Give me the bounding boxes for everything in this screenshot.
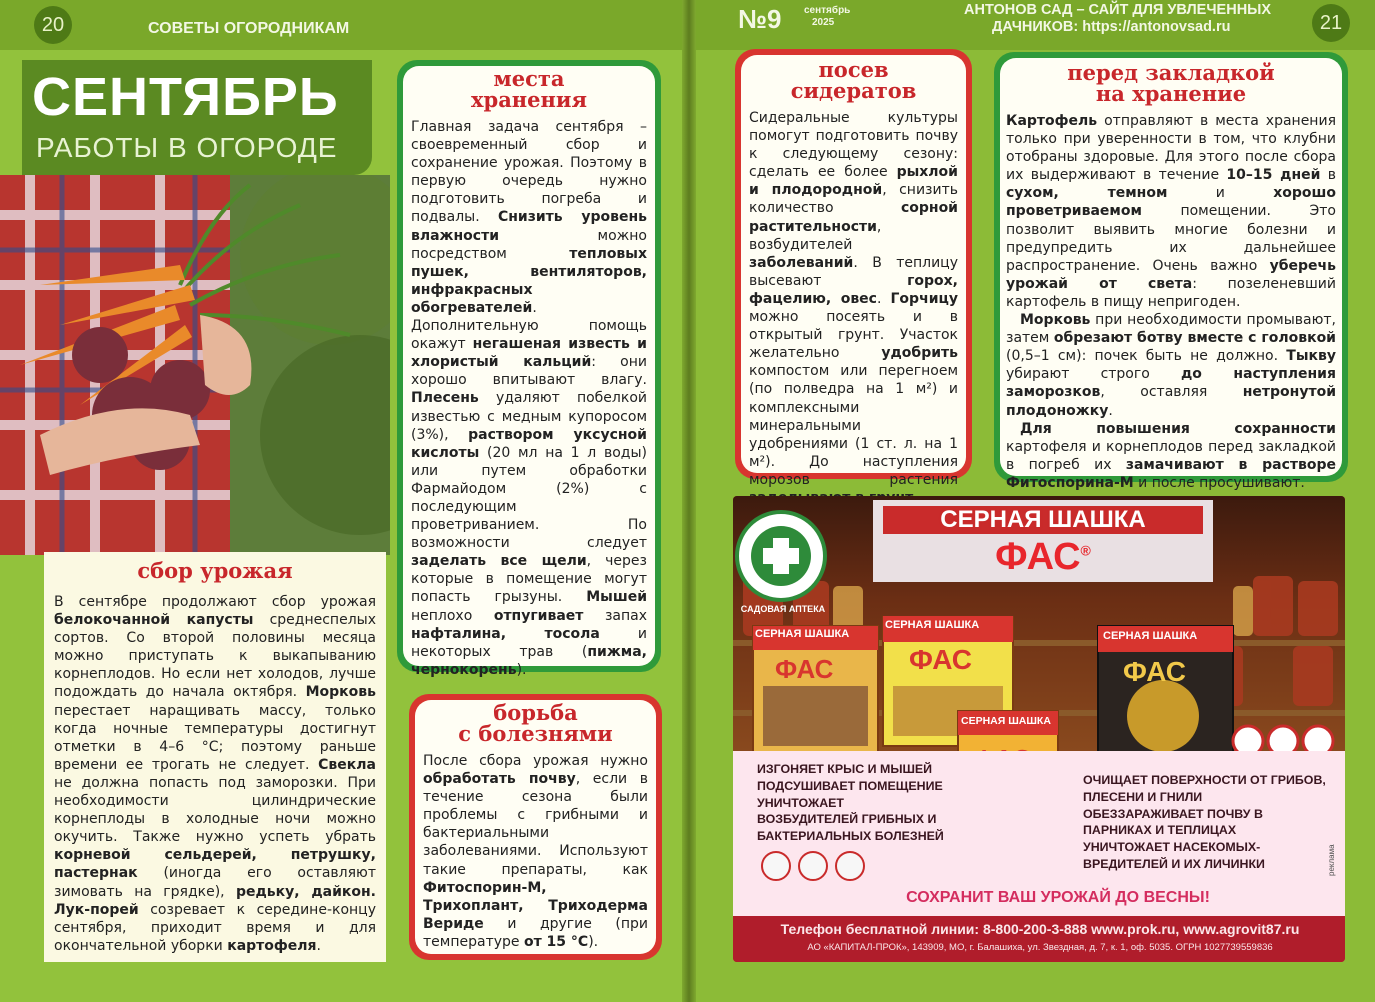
before-storage-paragraph: Картофель отправляют в места хранения только при уверенности в том, что клубни отобраны здоровые. Для этого после сбора их выдерживают в течение 10–15 дней в сухом, темном и хорошо проветриваемом помещении. Это позволит выявить многие болезни и предупредить их дальнейшее распространение. Очень важно уберечь урожай от света: позеленевший картофель в пищу непригоден. [1006, 113, 1337, 310]
harvest-photo [0, 175, 390, 555]
storage-title-line2: хранения [470, 87, 587, 112]
bold-run: отпугивает [493, 607, 584, 624]
issue-number: №9 [738, 4, 782, 34]
bold-run: редьку, дайкон. Лук-порей [54, 883, 376, 918]
ad-bullet: УНИЧТОЖАЕТ НАСЕКОМЫХ-ВРЕДИТЕЛЕЙ И ИХ ЛИЧИНКИ [1083, 840, 1265, 871]
bold-run: корневой сельдерей, петрушку, пастернак [54, 847, 376, 882]
section-header: СОВЕТЫ ОГОРОДНИКАМ [148, 20, 350, 37]
bold-run: нетронутой плодоножку [1006, 384, 1336, 419]
sowing-text: Сидеральные культуры помогут подготовить почву к следующему сезону: сделать ее более рыхлой и плодородной, снизить количество сорной растительности, возбудителей заболеваний. В теплицу высевают горох, фацелию, овес. Горчицу можно посеять и в открытый грунт. Участок желательно удобрить компостом или перегноем (по полведра на 1 м²) и комплексными минеральными удобрениями (1 ст. л. на 1 м²). До наступления морозов растения [741, 109, 966, 507]
ad-bullet: ПОДСУШИВАЕТ ПОМЕЩЕНИЕ [757, 778, 943, 793]
bold-run: обработать почву [423, 771, 576, 788]
bold-run: негашеная известь и хлористый кальций [411, 336, 647, 371]
bold-run: рыхлой и плодородной [749, 164, 958, 199]
disease-card [415, 700, 656, 954]
harvest-card [44, 552, 386, 962]
harvest-text: В сентябре продолжают сбор урожая белокочанной капусты среднеспелых сортов. Со второй половины месяца можно приступать к выкапыванию корнеплодов. Но если нет холодов, лучше подождать до начала октября. Морковь перестает наращивать массу, только когда ночные температуры достигнут отметки в 4–6 °C; поэтому раньше времени ее трогать не следует. Свекла не должна попасть под заморозки. При необходимости цилиндрические корнеплоды в холодные ночи можно окучить. Также нужно успеть убрать корневой сельдерей, петрушку, пастернак (иногда его оставляют зимовать на грядке), редьку, дайкон. Лук-порей созревает к середине-концу сентября, приходит время и для окончательной уборки картофеля. [54, 594, 376, 954]
sowing-title-line2: сидератов [790, 78, 917, 103]
disease-title-line1: борьба [493, 700, 578, 725]
bold-run: удобрить [881, 345, 958, 362]
bold-run: картофеля [227, 937, 317, 954]
bold-run: Для повышения сохранности [1020, 420, 1336, 437]
pack-brand: ФАС [909, 644, 972, 675]
ad-bullet: ИЗГОНЯЕТ КРЫС И МЫШЕЙ [757, 762, 933, 776]
left-page-header [0, 0, 688, 50]
ad-badge-label: САДОВАЯ АПТЕКА [740, 604, 826, 614]
spine [682, 0, 696, 1002]
ad-mark: реклама [1327, 844, 1336, 876]
bacteria-icon [835, 851, 865, 881]
issue-year: 2025 [812, 17, 835, 28]
site-line1: АНТОНОВ САД – САЙТ ДЛЯ УВЛЕЧЕННЫХ [964, 2, 1272, 18]
rodent-icon [761, 851, 791, 881]
bold-run: Плесень [411, 390, 479, 407]
before-storage-card [1000, 58, 1342, 491]
bold-run: пижма, чернокорень [411, 643, 647, 678]
bold-run: Снизить уровень влажности [411, 209, 647, 244]
bold-run: нафталина, тосола [411, 625, 600, 642]
harvest-title: сбор урожая [137, 558, 293, 583]
bold-run: Горчицу [890, 290, 958, 307]
ad-bullets-right [1083, 772, 1333, 873]
pack-label: СЕРНАЯ ШАШКА [961, 715, 1051, 727]
bold-run: Мышей [586, 589, 647, 606]
ad-phone-line: Телефон бесплатной линии: 8-800-200-3-888 www.prok.ru, www.agrovit87.ru [780, 921, 1300, 937]
before-storage-title-line1: перед закладкой [1067, 60, 1275, 85]
pack-brand: ФАС [775, 654, 834, 684]
bold-run: уберечь урожай от света [1006, 257, 1336, 292]
ad-footer [733, 916, 1345, 962]
bold-run: раствором уксусной кислоты [411, 426, 647, 461]
sowing-title-line1: посев [818, 57, 889, 82]
pack-label: СЕРНАЯ ШАШКА [885, 619, 980, 631]
before-storage-paragraph: Для повышения сохранности картофеля и корнеплодов перед закладкой в погреб их замачивают в растворе Фитоспорина-М и после просушивают. [1006, 420, 1336, 491]
bold-run: заделать все щели [411, 553, 587, 570]
storage-title-line1: места [493, 66, 565, 91]
bold-run: Морковь [1020, 312, 1091, 329]
ad-garden-pharmacy-badge [735, 510, 827, 602]
advertisement [733, 496, 1345, 962]
right-page-header [688, 0, 1375, 50]
ad-slogan: СОХРАНИТ ВАШ УРОЖАЙ ДО ВЕСНЫ! [906, 889, 1210, 906]
ad-title: СЕРНАЯ ШАШКА [883, 506, 1203, 534]
bold-run: Свекла [318, 756, 376, 773]
photo-vegetables-illustration [0, 175, 390, 555]
pack-brand: ФАС [1123, 656, 1186, 687]
bold-run: Картофель [1006, 113, 1098, 129]
bold-run: горох, фацелию, овес [749, 272, 958, 307]
storage-text: Главная задача сентября – своевременный сбор и сохранение урожая. Поэтому в первую очередь нужно подготовить погреба и подвалы. Снизить уровень влажности можно посредством тепловых пушек, вентиляторов, инфракрасных обогревателей. Дополнительную помощь окажут негашеная известь и хлористый кальций: они хорошо впитывают влагу. Плесень удаляют побелкой известью с медным купоросом (3%), раствором уксусной кислоты (20 мл на 1 л воды) или путем обработки Фармайодом (2%) с последующим проветриванием. По возможности следует заделать все щели, через которые в помещение могут попасть грызуны. Мышей неплохо отпугивает запах нафталина, тосола и некоторых трав (пижма, чернокорень). [411, 119, 647, 678]
sowing-card [741, 55, 966, 488]
bold-run: от 15 °C [523, 933, 589, 950]
page-subtitle: РАБОТЫ В ОГОРОДЕ [36, 132, 338, 163]
pack-label: СЕРНАЯ ШАШКА [755, 628, 850, 640]
disease-title-line2: с болезнями [458, 721, 613, 746]
title-block [22, 60, 372, 175]
ad-legal-line: АО «КАПИТАЛ-ПРОК», 143909, МО, г. Балашиха, ул. Звездная, д. 7, к. 1, оф. 5035. ОГРН 1027739559836 [807, 942, 1273, 953]
ad-bullets-left [757, 761, 947, 845]
bold-run: тепловых пушек, вентиляторов, инфракрасных обогревателей [411, 245, 647, 316]
ad-bullet: ОЧИЩАЕТ ПОВЕРХНОСТИ ОТ ГРИБОВ, ПЛЕСЕНИ И ГНИЛИ [1083, 773, 1326, 804]
issue-month: сентябрь [804, 5, 851, 16]
bold-run: сорной растительности [749, 200, 958, 235]
page-number-right: 21 [1312, 4, 1350, 42]
disease-text: После сбора урожая нужно обработать почву, если в течение сезона были проблемы с грибными и бактериальными заболеваниями. Используют такие препараты, как Фитоспорин-М, Трихоплант, Триходерма Вериде и другие (при температуре от 15 °C). [423, 753, 649, 950]
page-title: СЕНТЯБРЬ [32, 67, 339, 127]
ad-bullet: УНИЧТОЖАЕТ ВОЗБУДИТЕЛЕЙ ГРИБНЫХ И БАКТЕРИАЛЬНЫХ БОЛЕЗНЕЙ [757, 795, 944, 844]
page-number-left: 20 [34, 6, 72, 44]
mold-icon [798, 851, 828, 881]
bold-run: сухом, темном [1006, 185, 1168, 202]
bold-run: 10–15 дней [1226, 167, 1321, 184]
bold-run: Фитоспорин-М, Трихоплант, Триходерма Вериде [423, 879, 648, 932]
before-storage-text [1000, 112, 1342, 492]
before-storage-paragraph: Морковь при необходимости промывают, затем обрезают ботву вместе с головкой (0,5–1 см): почек быть не должно. Тыкву убирают строго до наступления заморозков, оставляя нетронутой плодоножку. [1006, 312, 1336, 419]
bold-run: обрезают ботву вместе с головкой [1053, 330, 1336, 347]
bold-run: хорошо проветриваемом [1006, 185, 1336, 220]
ad-reg-mark: ® [1080, 542, 1091, 559]
bold-run: белокочанной капусты [54, 612, 254, 629]
site-line2: ДАЧНИКОВ: https://antonovsad.ru [992, 19, 1231, 35]
ad-brand-name: ФАС [995, 536, 1081, 578]
bold-run: до наступления заморозков [1006, 366, 1336, 401]
bold-run: заболеваний [749, 254, 854, 271]
before-storage-title-line2: на хранение [1095, 81, 1247, 106]
bold-run: Морковь [305, 684, 376, 701]
pack-label: СЕРНАЯ ШАШКА [1103, 630, 1198, 642]
storage-card [403, 66, 655, 678]
ad-bullet: ОБЕЗЗАРАЖИВАЕТ ПОЧВУ В ПАРНИКАХ И ТЕПЛИЦАХ [1083, 806, 1263, 838]
ad-brand [873, 536, 1213, 579]
bold-run: Тыкву [1286, 348, 1336, 365]
bold-run: замачивают в растворе Фитоспорина-М [1006, 456, 1336, 491]
